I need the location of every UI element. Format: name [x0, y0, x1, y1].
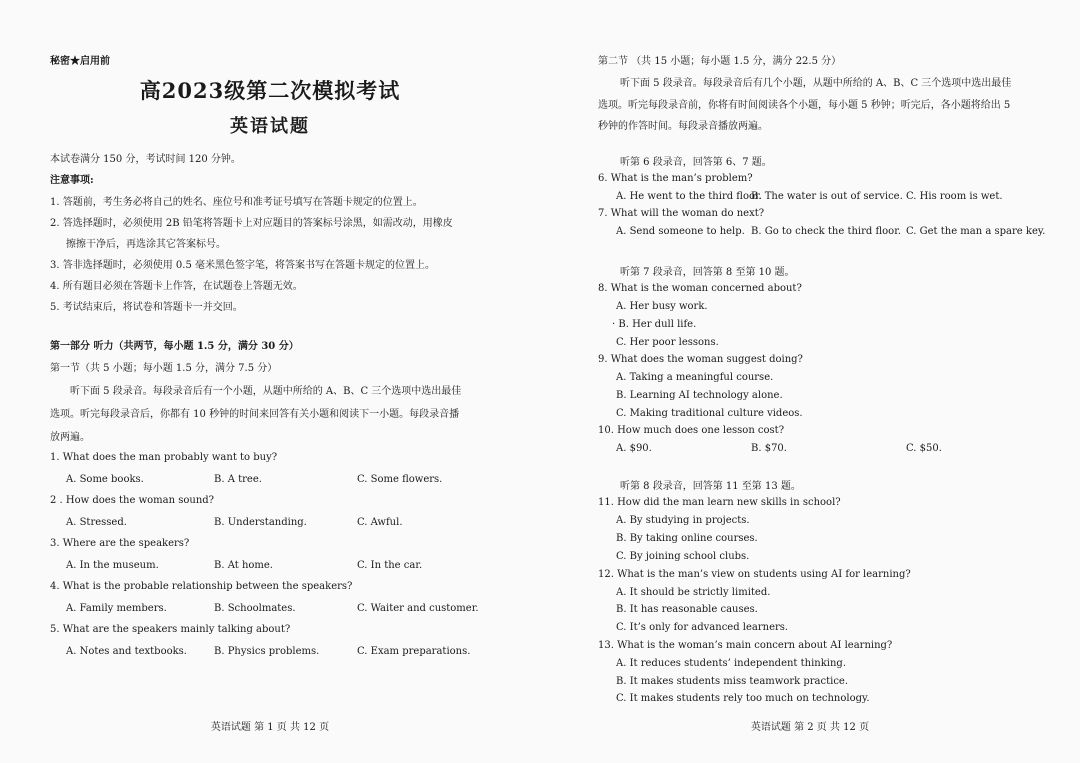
instruction-line: 听下面 5 段录音。每段录音后有一个小题，从题中所给的 A、B、C 三个选项中选出最佳 — [70, 386, 462, 397]
option-a: A. Taking a meaningful course. — [616, 372, 774, 383]
note-item: 5. 考试结束后，将试卷和答题卡一并交回。 — [50, 302, 243, 313]
instruction-line: 选项。听完每段录音后，你都有 10 秒钟的时间来回答有关小题和阅读下一小题。每段录音播 — [50, 409, 460, 420]
option-c: C. Awful. — [357, 517, 403, 528]
question-stem: 13. What is the woman’s main concern about AI learning? — [598, 640, 893, 651]
option-a: A. It should be strictly limited. — [616, 587, 771, 598]
option-c: C. Exam preparations. — [357, 646, 471, 657]
segment-heading: 听第 7 段录音，回答第 8 至第 10 题。 — [620, 267, 795, 278]
option-c: C. In the car. — [357, 560, 423, 571]
question-stem: 9. What does the woman suggest doing? — [598, 354, 803, 365]
question-stem: 11. How did the man learn new skills in school? — [598, 497, 841, 508]
option-c: C. Making traditional culture videos. — [616, 408, 803, 419]
question-stem: 3. Where are the speakers? — [50, 538, 190, 549]
instruction-line: 选项。听完每段录音前，你将有时间阅读各个小题，每小题 5 秒钟；听完后，各小题将给出 5 — [598, 100, 1011, 111]
question-stem: 1. What does the man probably want to buy? — [50, 452, 278, 463]
option-a: A. Stressed. — [66, 517, 127, 528]
option-b: B. Go to check the third floor. — [751, 226, 902, 237]
question-stem: 2 . How does the woman sound? — [50, 495, 215, 506]
option-c: C. Waiter and customer. — [357, 603, 479, 614]
segment-heading: 听第 8 段录音，回答第 11 至第 13 题。 — [620, 481, 801, 492]
option-c: C. $50. — [906, 443, 942, 454]
option-c: C. It’s only for advanced learners. — [616, 622, 789, 633]
instruction-line: 听下面 5 段录音。每段录音后有几个小题，从题中所给的 A、B、C 三个选项中选出最佳 — [620, 78, 1012, 89]
option-b: · B. Her dull life. — [612, 319, 697, 330]
notes-label: 注意事项: — [50, 175, 94, 186]
option-b: B. The water is out of service. — [751, 191, 903, 202]
section-heading: 第一节（共 5 小题；每小题 1.5 分，满分 7.5 分） — [50, 363, 278, 374]
option-b: B. At home. — [214, 560, 273, 571]
option-a: A. He went to the third floor. — [616, 191, 762, 202]
segment-heading: 听第 6 段录音，回答第 6、7 题。 — [620, 157, 772, 168]
note-item: 擦擦干净后，再选涂其它答案标号。 — [66, 239, 226, 250]
page-footer: 英语试题 第 1 页 共 12 页 — [210, 722, 330, 733]
option-b: B. Learning AI technology alone. — [616, 390, 783, 401]
confidential-label: 秘密★启用前 — [50, 56, 110, 67]
page-footer: 英语试题 第 2 页 共 12 页 — [750, 722, 870, 733]
instruction-line: 放两遍。 — [50, 432, 90, 443]
option-c: C. Get the man a spare key. — [906, 226, 1046, 237]
note-item: 2. 答选择题时，必须使用 2B 铅笔将答题卡上对应题目的答案标号涂黑，如需改动，用橡皮 — [50, 218, 453, 229]
note-item: 4. 所有题目必须在答题卡上作答，在试题卷上答题无效。 — [50, 281, 303, 292]
option-a: A. By studying in projects. — [616, 515, 750, 526]
note-item: 3. 答非选择题时，必须使用 0.5 毫米黑色签字笔，将答案书写在答题卡规定的位置上。 — [50, 260, 435, 271]
option-c: C. By joining school clubs. — [616, 551, 750, 562]
exam-title: 高2023级第二次模拟考试 — [139, 78, 401, 103]
exam-intro: 本试卷满分 150 分，考试时间 120 分钟。 — [50, 154, 241, 165]
option-a: A. Send someone to help. — [616, 226, 745, 237]
option-a: A. It reduces students’ independent thinking. — [616, 658, 847, 669]
part-heading: 第一部分 听力（共两节，每小题 1.5 分，满分 30 分） — [50, 341, 299, 352]
question-stem: 7. What will the woman do next? — [598, 208, 765, 219]
option-c: C. His room is wet. — [906, 191, 1003, 202]
question-stem: 10. How much does one lesson cost? — [598, 425, 785, 436]
question-stem: 5. What are the speakers mainly talking about? — [50, 624, 291, 635]
page-2 — [540, 0, 1080, 763]
option-a: A. Her busy work. — [616, 301, 708, 312]
note-item: 1. 答题前，考生务必将自己的姓名、座位号和准考证号填写在答题卡规定的位置上。 — [50, 197, 423, 208]
question-stem: 8. What is the woman concerned about? — [598, 283, 802, 294]
option-a: A. Notes and textbooks. — [66, 646, 187, 657]
option-c: C. It makes students rely too much on technology. — [616, 693, 870, 704]
option-a: A. In the museum. — [66, 560, 159, 571]
option-b: B. Physics problems. — [214, 646, 320, 657]
option-b: B. By taking online courses. — [616, 533, 758, 544]
option-a: A. Some books. — [66, 474, 144, 485]
option-b: B. It has reasonable causes. — [616, 604, 758, 615]
option-c: C. Some flowers. — [357, 474, 443, 485]
section-heading: 第二节 （共 15 小题；每小题 1.5 分，满分 22.5 分） — [598, 56, 842, 67]
option-c: C. Her poor lessons. — [616, 337, 719, 348]
exam-subtitle: 英语试题 — [230, 116, 310, 137]
option-b: B. A tree. — [214, 474, 262, 485]
option-b: B. It makes students miss teamwork practice. — [616, 676, 849, 687]
option-b: B. Understanding. — [214, 517, 307, 528]
option-a: A. $90. — [616, 443, 652, 454]
question-stem: 6. What is the man’s problem? — [598, 173, 753, 184]
option-b: B. Schoolmates. — [214, 603, 296, 614]
option-b: B. $70. — [751, 443, 787, 454]
question-stem: 4. What is the probable relationship between the speakers? — [50, 581, 353, 592]
question-stem: 12. What is the man’s view on students using AI for learning? — [598, 569, 911, 580]
instruction-line: 秒钟的作答时间。每段录音播放两遍。 — [598, 121, 768, 132]
option-a: A. Family members. — [66, 603, 167, 614]
